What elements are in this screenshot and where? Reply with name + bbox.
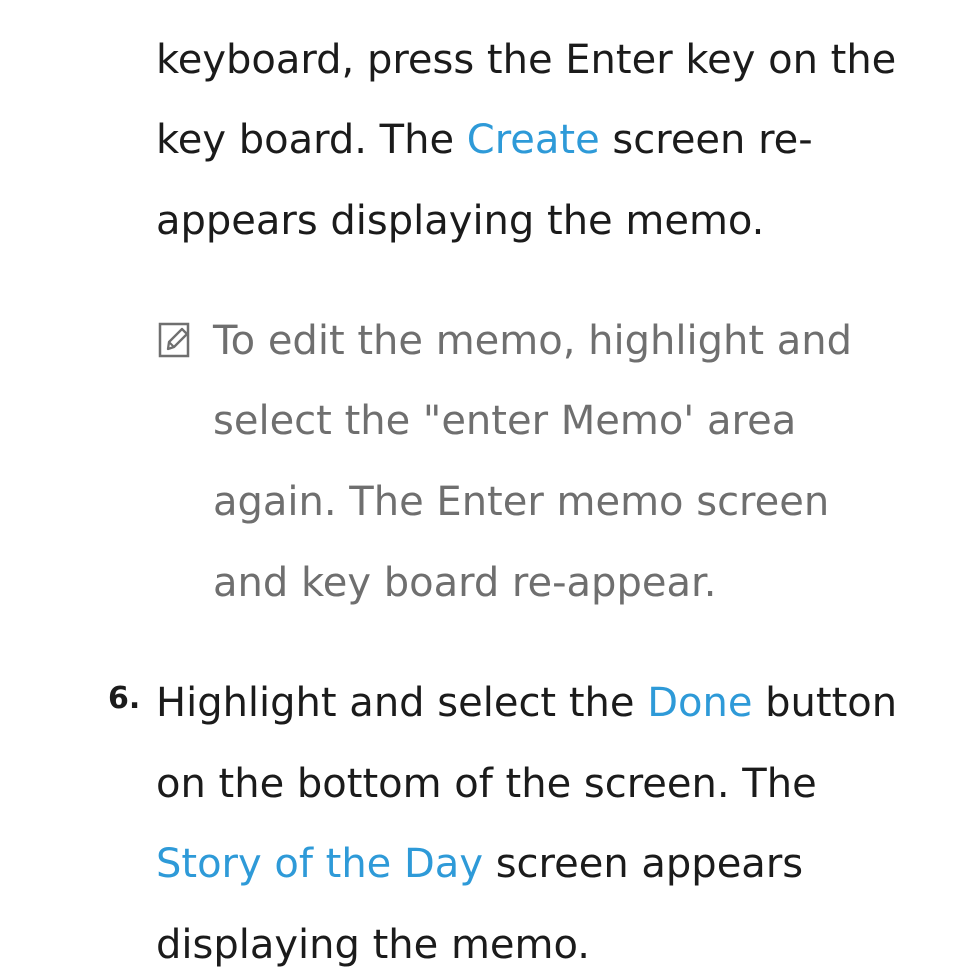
note-line-3: again. The Enter memo screen [213, 479, 830, 525]
step6-line-1-tail: button [752, 680, 898, 726]
intro-line-1: keyboard, press the Enter key on the [156, 37, 897, 83]
story-of-the-day-label: Story of the Day [156, 841, 483, 887]
done-button-label: Done [647, 680, 753, 726]
note-line-1: To edit the memo, highlight and [213, 318, 852, 364]
step6-line-1 [156, 680, 898, 726]
note-icon [158, 322, 192, 358]
intro-line-3: appears displaying the memo. [156, 198, 765, 244]
step6-line-4: displaying the memo. [156, 922, 590, 968]
intro-line-2-tail: screen re- [599, 117, 813, 163]
step6-line-2: on the bottom of the screen. The [156, 761, 817, 807]
create-screen-label: Create [466, 117, 600, 163]
step6-line-3-tail: screen appears [483, 841, 804, 887]
intro-line-2-text: key board. The [156, 117, 467, 163]
note-line-4: and key board re-appear. [213, 560, 717, 606]
intro-line-2 [156, 117, 813, 163]
note-line-2: select the "enter Memo' area [213, 398, 797, 444]
step6-line-3 [156, 841, 804, 887]
step6-line-1-text: Highlight and select the [156, 680, 648, 726]
step-number: 6. [108, 681, 141, 716]
